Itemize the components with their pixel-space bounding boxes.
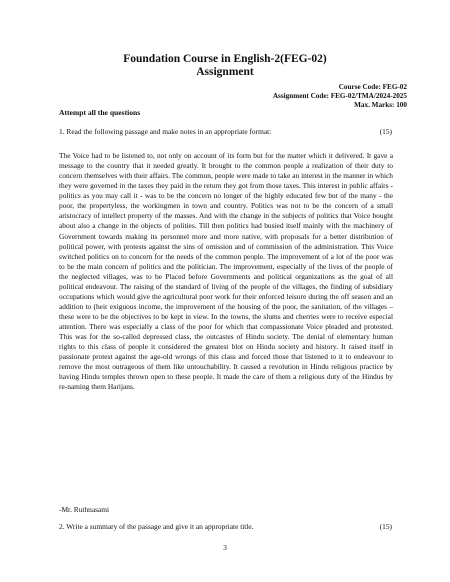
question-2 — [59, 522, 392, 532]
assignment-code: Assignment Code: FEG-02/TMA/2024-2025 — [272, 92, 407, 100]
passage-text: The Voice had to be listened to, not only on account of its form but for the matter which it delivered. It gave a message to the country that it needed greatly. It brought to the common people a realization of their duty to concern themselves with their affairs. The common, people were made to take an interest in the manner in which they were governed in the taxes they paid in the return they got from those taxes. This interest in public affairs - politics as you may call it - was to be the concern no longer of the highly educated few but of the many - the poor, the propertyless, the workingmen in town and country. Politics was not to be the concern of a small aristocracy of intellect property of the masses. And with the change in the subjects of politics that Voice bought about also a change in the objects of polities. Till then politics had busied itself mainly with the machinery of Government towards making its personnel more and more native, with proposals for a better distribution of political power, with protests against the sins of omission and of commission of the administration. This Voice switched politics on to concern for the needs of the common people. The improvement of a lot of the poor was to be the main concern of politics and the politician. The improvement, especially of the lives of the people of the neglected villages, was to be Placed before Governments and political organizations as the goal of all political endeavour. The raising of the standard of living of the people of the villages, the finding of subsidiary occupations which would give the agricultural poor work for their enforced leisure during the off season and an addition to (heir exiguous income, the improvement of the housing of the poor, the sanitation, of the villages – these were to be the objectives to be kept in view. In the towns, the slums and cherries were to receive especial attention. There was especially a class of the poor for which that compassionate Voice pleaded and protested. This was for the so-called depressed class, the outcastes of Hindu society. The denial of elementary human rights to this class of people it considered the greatest blot on Hindu society and history. It raised itself in passionate protest against the age-old wrongs of this class and forced those that listened to it to endeavour to remove the most outrageous of them like untouchability. It caused a revolution in Hindu religious practice by having Hindu temples thrown open to these people. It made the care of them a religious duty of the Hindus by re-naming them Harijans. — [59, 151, 393, 392]
passage-author: -Mr. Ruthnasami — [59, 505, 110, 514]
question-2-text: 2. Write a summary of the passage and give it an appropriate title. — [59, 522, 254, 531]
max-marks: Max. Marks: 100 — [354, 101, 407, 109]
question-1-text: 1. Read the following passage and make notes in an appropriate format: — [59, 127, 272, 136]
page-subtitle: Assignment — [196, 66, 254, 78]
question-1-marks: (15) — [379, 127, 392, 136]
course-code: Course Code: FEG-02 — [338, 83, 407, 91]
question-2-marks: (15) — [379, 522, 392, 531]
page-number: 3 — [223, 544, 227, 552]
page-title: Foundation Course in English-2(FEG-02) — [123, 53, 327, 65]
instruction-heading: Attempt all the questions — [59, 108, 141, 117]
question-1 — [59, 127, 392, 137]
